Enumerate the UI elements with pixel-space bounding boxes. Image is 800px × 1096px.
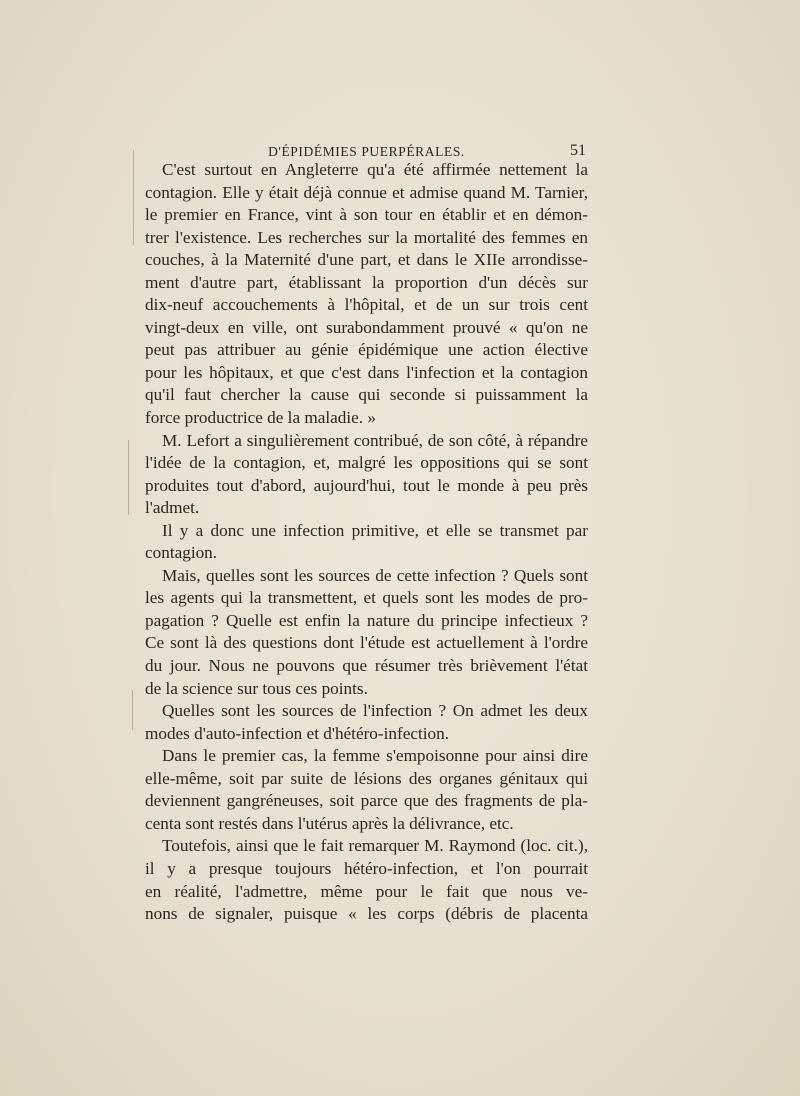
running-title: D'ÉPIDÉMIES PUERPÉRALES.: [268, 144, 465, 159]
text-line: deviennent gangréneuses, soit parce que des fragments de pla-: [145, 791, 588, 811]
text-line: Mais, quelles sont les sources de cette infection ? Quels sont: [162, 565, 588, 585]
text-line: de la science sur tous ces points.: [145, 678, 368, 698]
text-line: M. Lefort a singulièrement contribué, de son côté, à répandre: [162, 430, 588, 450]
page-number: 51: [570, 142, 586, 159]
text-line: le premier en France, vint à son tour en établir et en démon-: [145, 205, 588, 225]
text-line: modes d'auto-infection et d'hétéro-infection.: [145, 723, 450, 743]
body-text: [145, 159, 588, 926]
text-line: qu'il faut chercher la cause qui seconde si puissamment la: [145, 385, 588, 405]
text-line: pagation ? Quelle est enfin la nature du principe infectieux ?: [145, 610, 588, 630]
text-line: C'est surtout en Angleterre qu'a été affirmée nettement la: [162, 160, 588, 179]
text-line: force productrice de la maladie. »: [145, 408, 376, 428]
text-line: il y a presque toujours hétéro-infection, et l'on pourrait: [145, 858, 588, 878]
text-line: Dans le premier cas, la femme s'empoisonne pour ainsi dire: [162, 746, 588, 766]
text-line: peut pas attribuer au génie épidémique une action élective: [145, 340, 588, 360]
text-line: Ce sont là des questions dont l'étude est actuellement à l'ordre: [145, 633, 588, 653]
text-line: trer l'existence. Les recherches sur la mortalité des femmes en: [145, 227, 588, 247]
text-line: pour les hôpitaux, et que c'est dans l'infection et la contagion: [145, 362, 588, 382]
text-line: couches, à la Maternité d'une part, et dans le XIIe arrondisse-: [145, 250, 588, 270]
margin-mark: [128, 440, 129, 515]
text-line: contagion.: [145, 543, 218, 563]
text-line: centa sont restés dans l'utérus après la délivrance, etc.: [145, 813, 514, 833]
text-line: les agents qui la transmettent, et quels sont les modes de pro-: [145, 588, 588, 608]
text-line: du jour. Nous ne pouvons que résumer très brièvement l'état: [145, 656, 588, 676]
text-line: contagion. Elle y était déjà connue et admise quand M. Tarnier,: [145, 182, 588, 202]
text-line: dix-neuf accouchements à l'hôpital, et de un sur trois cent: [145, 295, 588, 315]
text-line: Toutefois, ainsi que le fait remarquer M. Raymond (loc. cit.),: [162, 836, 588, 856]
text-line: l'idée de la contagion, et, malgré les oppositions qui se sont: [145, 453, 588, 473]
margin-mark: [133, 150, 134, 245]
text-line: Quelles sont les sources de l'infection ? On admet les deux: [162, 701, 588, 721]
text-line: l'admet.: [145, 498, 200, 518]
text-line: elle-même, soit par suite de lésions des organes génitaux qui: [145, 768, 588, 788]
text-line: en réalité, l'admettre, même pour le fait que nous ve-: [145, 881, 588, 901]
margin-mark: [132, 690, 133, 730]
text-line: nons de signaler, puisque « les corps (débris de placenta: [145, 904, 588, 924]
text-line: ment d'autre part, établissant la proportion d'un décès sur: [145, 272, 588, 292]
text-line: Il y a donc une infection primitive, et elle se transmet par: [162, 520, 588, 540]
text-line: vingt-deux en ville, ont surabondamment prouvé « qu'on ne: [145, 317, 588, 337]
text-line: produites tout d'abord, aujourd'hui, tout le monde à peu près: [145, 475, 588, 495]
